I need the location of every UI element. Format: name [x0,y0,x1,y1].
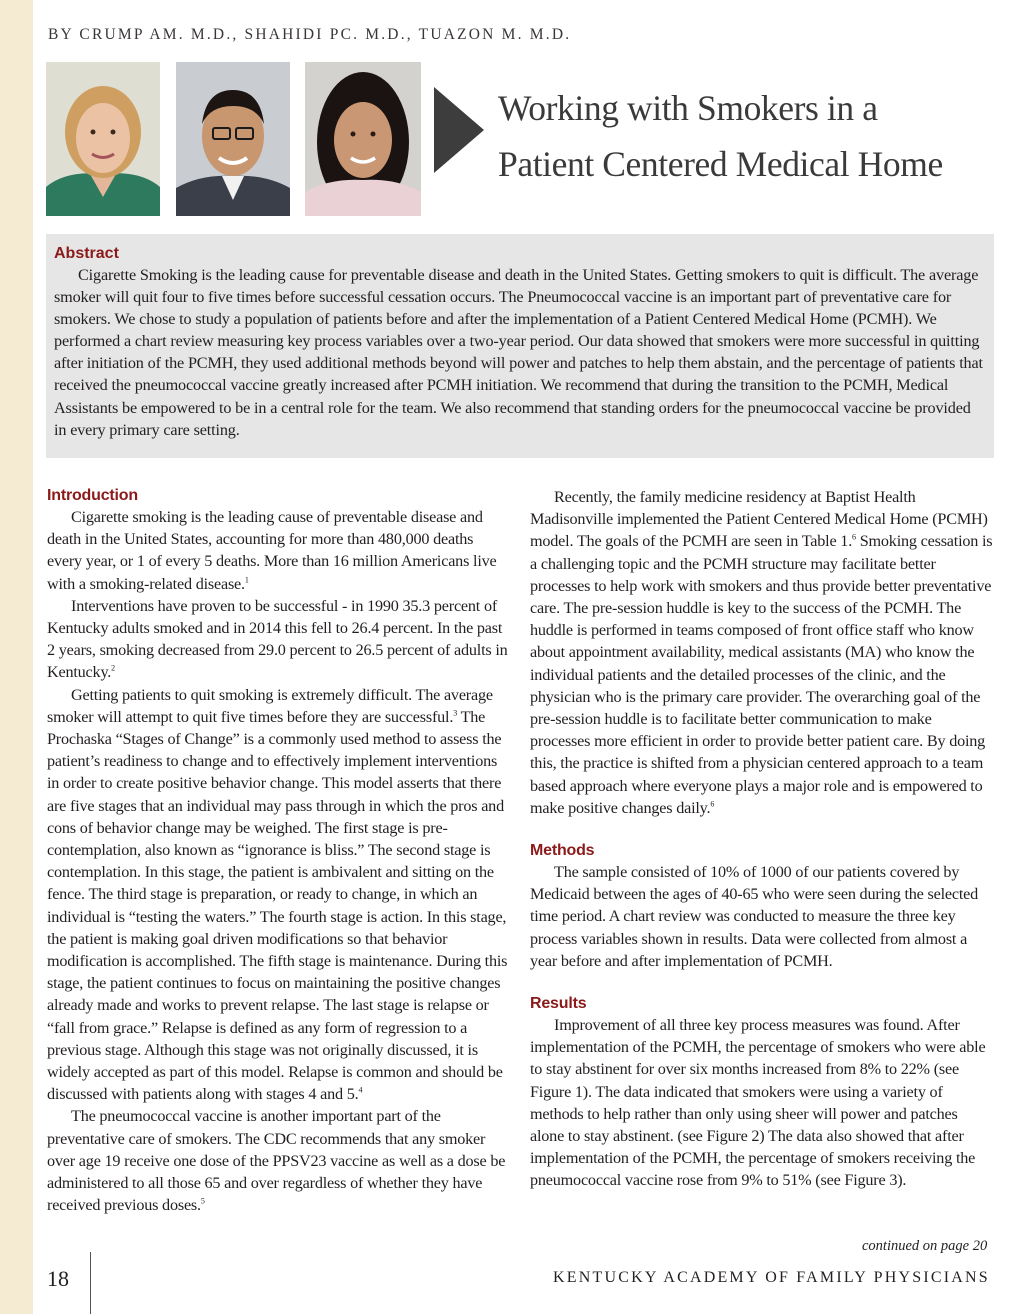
right-column [530,486,994,1192]
footer-divider [90,1252,91,1314]
reference-marker: 3 [453,708,458,718]
left-color-strip [0,0,33,1314]
reference-marker: 2 [111,664,115,674]
intro-paragraph-1: Cigarette smoking is the leading cause of preventable disease and death in the United States, accounting for more than 480,000 deaths every year, or 1 of every 5 deaths. More than 16 million Americans live with a smoking-related disease.$^1$ [47,508,497,593]
results-paragraph: Improvement of all three key process measures was found. After implementation of the PCMH, the percentage of smokers who were able to stay abstinent for over six months increased from 8% to 22% (see Figure 1). The data indicated that smokers were using a variety of methods to help rather than only using sheer will power and patches alone to stay abstinent. (see Figure 2) The data also showed that after implementation of the PCMH, the percentage of smokers receiving the pneumococcal vaccine rose from 9% to 51% (see Figure 3). [530,1016,986,1190]
abstract-text: Cigarette Smoking is the leading cause for preventable disease and death in the United States. Getting smokers to quit is difficult. The average smoker will quit four to five times before successful cessation occurs. The Pneumococcal vaccine is an important part of preventative care for smokers. We chose to study a population of patients before and after the implementation of a Patient Centered Medical Home (PCMH). We performed a chart review measuring key process variables over a two-year period. Our data showed that smokers were more successful in quitting after initiation of the PCMH, they used additional methods beyond will power and patches to help them abstain, and the percentage of patients that received the pneumococcal vaccine greatly increased after PCMH initiation. We recommend that during the transition to the PCMH, Medical Assistants be empowered to be in a central role for the team. We also recommend that standing orders for the pneumococcal vaccine be provided in every primary care setting. [54,266,983,439]
author-byline: BY CRUMP AM. M.D., SHAHIDI PC. M.D., TUAZON M. M.D. [48,26,572,43]
title-line-1: Working with Smokers in a [498,88,878,128]
intro-paragraph-4: The pneumococcal vaccine is another important part of the preventative care of smokers. The CDC recommends that any smoker over age 19 receive one dose of the PPSV23 vaccine as well as a dose be administered to all those 65 and over regardless of whether they have received previous doses.$^5$ [47,1107,506,1215]
introduction-heading: Introduction [47,487,138,504]
methods-heading: Methods [530,842,595,860]
left-column [47,486,511,1217]
pcmh-paragraph: Recently, the family medicine residency at Baptist Health Madisonville implemented the Patient Centered Medical Home (PCMH) model. The goals of the PCMH are seen in Table 1.$^6$ Smoking cessation is a challenging topic and the PCMH structure may facilitate better processes to help work with smokers and thus provide better preventative care. The pre-session huddle is key to the success of the PCMH. The huddle is performed in teams composed of front office staff who know about appointment availability, medical assistants (MA) who know the individual patients and the detailed processes of the clinic, and the physician who is the primary care provider. The overarching goal of the pre-session huddle is to facilitate better communication to make processes more efficient in order to provide better patient care. By doing this, the practice is shifted from a physician centered approach to a team based approach where everyone plays a major role and is empowered to make positive changes daily.$^6$ [530,488,993,817]
reference-marker: 1 [244,575,249,585]
author-photo-crump [46,62,160,216]
abstract-box [46,234,994,458]
reference-marker: 5 [200,1196,205,1206]
reference-marker: 6 [852,533,856,543]
intro-paragraph-3: Getting patients to quit smoking is extremely difficult. The average smoker will attempt to quit five times before they are successful.$^3$ The Prochaska “Stages of Change” is a commonly used method to assess the patient’s readiness to change and to effectively implement interventions in order to create positive behavior change. This model asserts that there are five stages that an individual may pass through in which the pros and cons of behavior change may be weighed. The first stage is pre-contemplation, also known as “ignorance is bliss.” The second stage is contemplation. In this stage, the patient is ambivalent and sitting on the fence. The third stage is preparation, or ready to change, in which an individual is “testing the waters.” The fourth stage is action. In this stage, the patient is making goal driven modifications so that behavior modification is accomplished. The fifth stage is maintenance. During this stage, the patient continues to focus on maintaining the positive changes already made and works to prevent relapse. The last stage is relapse or “fall from grace.” Relapse is defined as any form of regression to a previous stage. Although this stage was not originally discussed, it is widely accepted as part of this model. Relapse is common and should be discussed with patients along with stages 4 and 5.$^4$ [47,685,508,1104]
reference-marker: 4 [358,1085,363,1095]
page-number: 18 [47,1266,69,1291]
methods-paragraph: The sample consisted of 10% of 1000 of our patients covered by Medicaid between the ages of 40-65 who were seen during the selected time period. A chart review was conducted to measure the three key process variables shown in results. Data were collected from almost a year before and after implementation of PCMH. [530,863,979,970]
reference-marker: 6 [710,799,715,809]
author-photo-shahidi [176,62,290,216]
title-arrow-icon [434,87,484,173]
article-title [498,80,1008,192]
results-heading: Results [530,995,587,1013]
author-photo-tuazon [305,62,421,216]
abstract-heading: Abstract [54,245,119,262]
continued-note: continued on page 20 [862,1238,988,1254]
intro-paragraph-2: Interventions have proven to be successful - in 1990 35.3 percent of Kentucky adults smoked and in 2014 this fell to 26.4 percent. In the past 2 years, smoking decreased from 29.0 percent to 26.5 percent of adults in Kentucky.$^2$ [47,596,508,682]
publication-name: KENTUCKY ACADEMY OF FAMILY PHYSICIANS [553,1269,990,1286]
title-line-2: Patient Centered Medical Home [498,144,943,184]
